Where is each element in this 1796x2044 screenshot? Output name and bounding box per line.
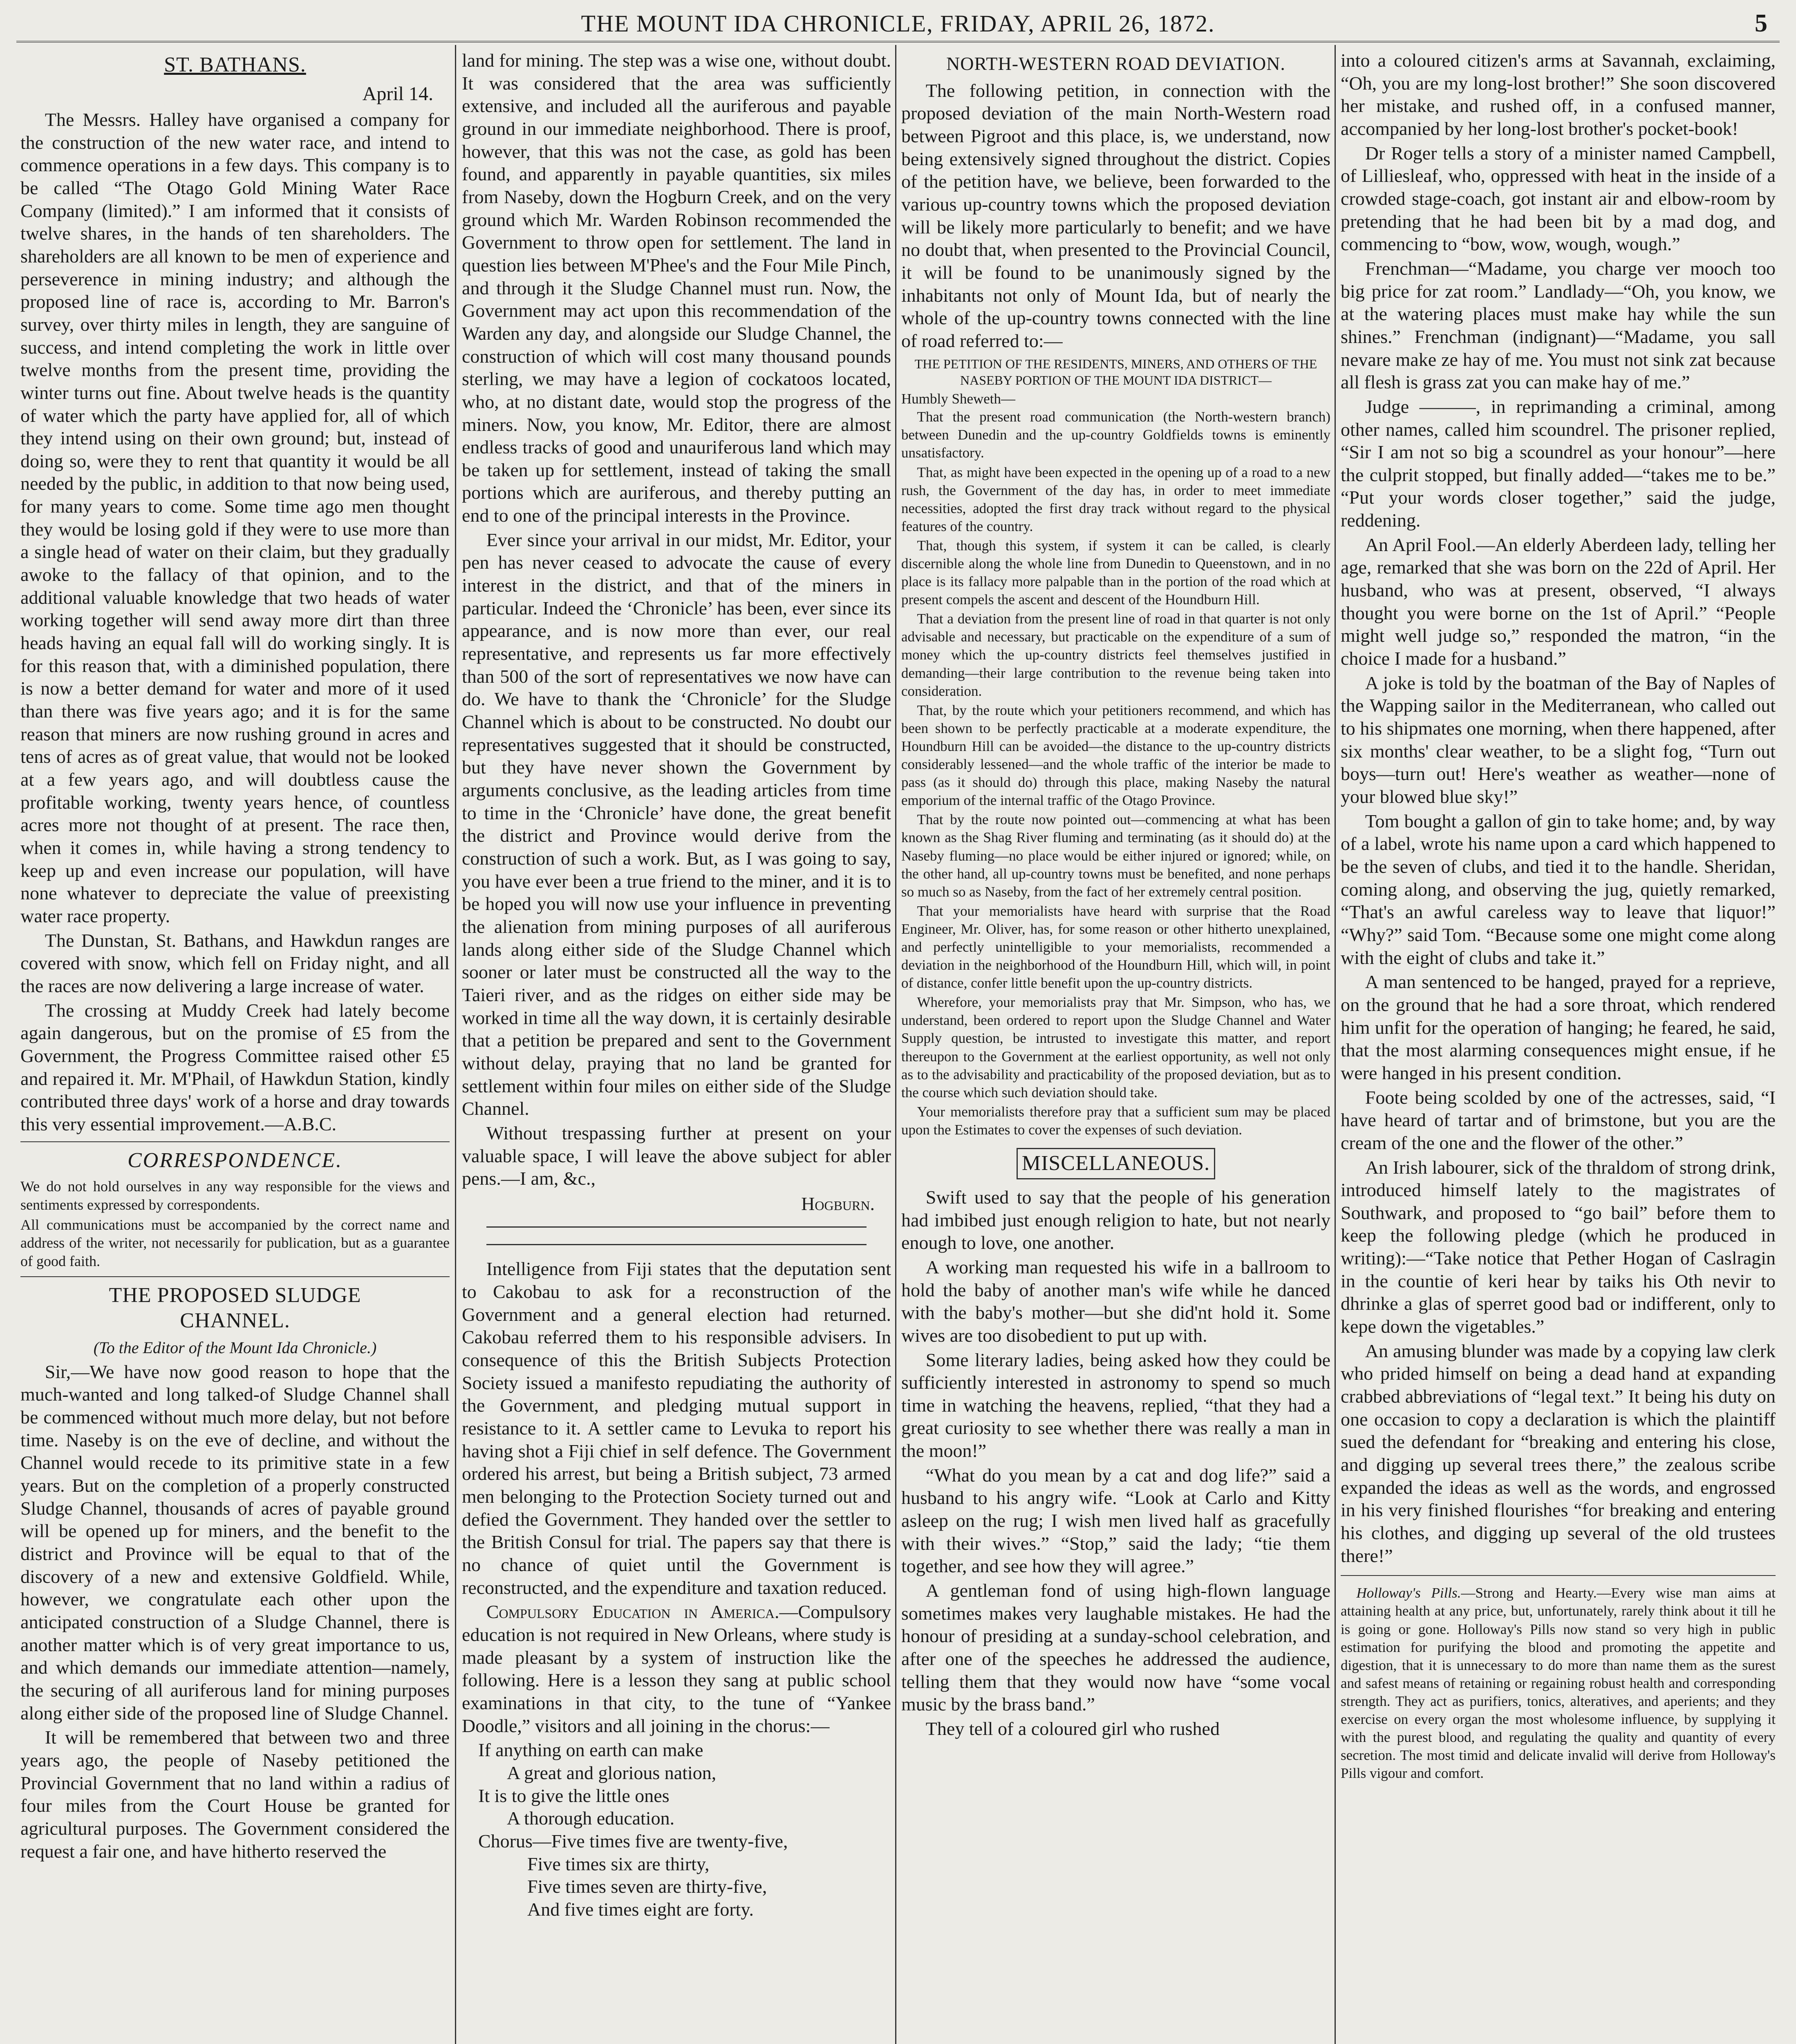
verse-line: If anything on earth can make [478,1739,703,1761]
verse-line: A thorough education. [507,1808,675,1829]
page-number: 5 [1755,9,1767,37]
article-paragraph: Dr Roger tells a story of a minister named Campbell, of Lilliesleaf, who, oppressed with heat in the inside of a crowded stage-coach, got instant air and elbow-room by pretending that he had been bit by a mad dog, and commencing to “bow, wow, wough, wough.” [1341,142,1776,255]
petition-heading: THE PETITION OF THE RESIDENTS, MINERS, AND OTHERS OF THE NASEBY PORTION OF THE MOUNT IDA DISTRICT— [914,356,1317,388]
article-paragraph [462,1600,891,1737]
article-paragraph: Swift used to say that the people of his generation had imbibed just enough religion to hate, but not nearly enough to love, one another. [901,1186,1330,1253]
notice-line: All communications must be accompanied by the correct name and address of the writer, not necessarily for publication, but as a guarantee of good faith. [20,1216,450,1269]
petition-paragraph: That by the route now pointed out—commencing at what has been known as the Shag River fluming and terminating (as it should do) at the Naseby fluming—no place would be either injured or ignored; while, on the other hand, all up-country towns must be benefited, and none perhaps so much so as Naseby, from the fact of her extremely central position. [901,811,1330,900]
column-2 [462,49,891,2044]
divider [1341,1575,1776,1576]
column-rule [1335,45,1336,2044]
verse-line: A great and glorious nation, [507,1762,717,1783]
petition-paragraph: That, by the route which your petitioners recommend, and which has been shown to be perfectly practicable at a moderate expenditure, the Houndburn Hill can be avoided—the distance to the up-country districts considerably lessened—and the whole traffic of the interior be made to pass (as it should do) through this place, making Naseby the natural emporium of the internal traffic of the Otago Province. [901,702,1330,809]
masthead-title: THE MOUNT IDA CHRONICLE, FRIDAY, APRIL 26, 1872. [581,10,1215,37]
article-paragraph: They tell of a coloured girl who rushed [925,1718,1220,1739]
verse-line: It is to give the little ones [478,1785,670,1806]
verse-line: And five times eight are forty. [527,1898,754,1920]
article-paragraph: Without trespassing further at present on your valuable space, I will leave the above subject for abler pens.—I am, &c., [462,1122,891,1189]
petition-opening: Humbly Sheweth— [901,391,1016,407]
article-paragraph: The crossing at Muddy Creek had lately become again dangerous, but on the promise of £5 from the Government, the Progress Committee raised other £5 and repaired it. Mr. M'Phail, of Hawkdun Station, kindly contributed three days' work of a horse and dray towards this very essential improvement.—A.B.C. [20,1000,450,1134]
ad-title: Holloway's Pills. [1356,1585,1461,1601]
divider [20,1141,450,1142]
article-paragraph: Tom bought a gallon of gin to take home; and, by way of a label, wrote his name upon a card which happened to be the seven of clubs, and tied it to the handle. Sheridan, coming along, and observing the jug, quietly remarked, “That's an awful careless way to leave that liquor!” “Why?” said Tom. “Because some one might come along with the eight of clubs and take it.” [1341,810,1776,968]
letter-salutation-note: (To the Editor of the Mount Ida Chronicle.) [93,1338,377,1357]
letter-signature: Hogburn. [801,1193,875,1214]
masthead [16,6,1780,43]
petition-paragraph: That a deviation from the present line of road in that quarter is not only advisable and necessary, but practicable on the expenditure of a sum of money which the up-country districts feel themselves justified in demanding—their large contribution to the revenue being taken into consideration. [901,611,1330,699]
verse-block [462,1739,891,1921]
article-paragraph: Frenchman—“Madame, you charge ver mooch too big price for zat room.” Landlady—“Oh, you know, we at the watering places must make hay while the sun shines.” Frenchman (indignant)—“Madame, you sall nevare make ze hay of me. You must not sink zat because all flesh is grass zat you can make hay of me.” [1341,258,1776,393]
ad-paragraph [1341,1584,1776,1782]
column-rule [895,45,896,2044]
divider [486,1226,867,1245]
column-3 [901,49,1330,2044]
petition-paragraph: That your memorialists have heard with surprise that the Road Engineer, Mr. Oliver, has, for some reason or other hitherto unexplained, and perfectly unintelligible to your memorialists, recommended a deviation in the neighborhood of the Houndburn Hill, which will, in point of distance, confer little benefit upon the up-country districts. [901,903,1330,991]
article-paragraph: The Dunstan, St. Bathans, and Hawkdun ranges are covered with snow, which fell on Friday night, and all the races are now delivering a large increase of water. [20,930,450,996]
petition-paragraph: That, as might have been expected in the opening up of a road to a new rush, the Government of the day has, in order to meet immediate necessities, adopted the first dray track without regard to the physical features of the country. [901,464,1330,534]
article-paragraph: “What do you mean by a cat and dog life?” said a husband to his angry wife. “Look at Carlo and Kitty asleep on the rug; I wish men lived half as gracefully with their wives.” “Stop,” said the lady; “tie them together, and see how they will agree.” [901,1464,1330,1577]
paragraph-text: —Compulsory education is not required in New Orleans, where study is made pleasant by a system of instruction like the following. Here is a lesson they sang at public school examinations in that city, to the tune of “Yankee Doodle,” visitors and all joining in the chorus:— [462,1601,891,1736]
article-paragraph: Foote being scolded by one of the actresses, said, “I have heard of tartar and of brimstone, but you are the cream of the one and the flower of the other.” [1341,1087,1776,1153]
misc-heading-wrap [901,1148,1330,1179]
column-1 [20,49,450,2044]
correspondence-heading: CORRESPONDENCE. [128,1148,343,1172]
petition-paragraph: Your memorialists therefore pray that a sufficient sum may be placed upon the Estimates to cover the expenses of such deviation. [901,1103,1330,1138]
column-rule [455,45,456,2044]
article-paragraph: Intelligence from Fiji states that the deputation sent to Cakobau to ask for a reconstruction of the Government and a general election had returned. Cakobau referred them to his responsible advisers. In consequence of this the British Subjects Protection Society issued a manifesto repudiating the authority of the Government, and pledging mutual support in resistance to it. A settler came to Levuka to report his having shot a Fiji chief in self defence. The Government ordered his arrest, but being a British subject, 73 armed men belonging to the Protection Society turned out and defied the Government. They handed over the settler to the British Consul for trial. The papers say that there is no chance of quiet until the Government is reconstructed, and the expenditure and taxation reduced. [462,1258,891,1598]
article-paragraph: An Irish labourer, sick of the thraldom of strong drink, introduced himself lately to the magistrates of Southwark, and proposed to “go bail” before them to keep the following pledge (which he produced in writing):—“Take notice that Pether Hogan of Caslragin in the countie of keri hear by taiks his Oth nevir to dhrinke a glas of sperret good bad or indifferent, only to kepe down the vigetables.” [1341,1156,1776,1337]
verse-line: Five times six are thirty, [527,1853,710,1874]
article-paragraph: A working man requested his wife in a ballroom to hold the baby of another man's wife while he danced with the baby's mother—but she did'nt hold it. Some wives are too disobedient to put up with. [901,1256,1330,1346]
article-paragraph: Sir,—We have now good reason to hope that the much-wanted and long talked-of Sludge Channel shall be commenced without much more delay, but not before time. Naseby is on the eve of decline, and without the Channel would recede to its primitive state in a few years. But on the completion of a properly constructed Sludge Channel, thousands of acres of payable ground will be opened up for miners, and the benefit to the district and Province will be equal to that of the discovery of a new and extensive Goldfield. While, however, we congratulate each other upon the anticipated construction of a Sludge Channel, there is another matter which is of very great importance to us, and which demands our immediate attention—namely, the securing of all auriferous land for mining purposes along either side of the proposed line of Sludge Channel. [20,1361,450,1724]
petition-paragraph: Wherefore, your memorialists pray that Mr. Simpson, who has, we understand, been ordered to report upon the Sludge Channel and Water Supply question, be intrusted to investigate this matter, and report thereupon to the Government at the earliest opportunity, as well not only as to the advisability and practicability of the proposed deviation, but as to the course which such deviation should take. [901,994,1330,1100]
article-heading-st-bathans: ST. BATHANS. [164,53,306,76]
article-paragraph: A man sentenced to be hanged, prayed for a reprieve, on the ground that he had a sore throat, which rendered him unfit for the operation of hanging; he feared, he said, that the most alarming consequences might ensue, if he were hanged in his present condition. [1341,971,1776,1083]
article-paragraph: The following petition, in connection with the proposed deviation of the main North-Western road between Pigroot and this place, is, we understand, now being extensively signed throughout the district. Copies of the petition have, we believe, been forwarded to the various up-country towns which the proposed deviation will be likely more particularly to benefit; and we have no doubt that, when presented to the Provincial Council, it will be found to be unanimously signed by the inhabitants not only of Mount Ida, but of nearly the whole of the up-country towns connected with the line of road referred to:— [901,80,1330,351]
ad-text: —Strong and Hearty.—Every wise man aims at attaining health at any price, but, unfortunately, rarely think about it till he is going or gone. Holloway's Pills now stand so very high in public estimation for purifying the blood and promoting the appetite and digestion, that it is unnecessary to do more than name them as the surest and safest means of retaining or regaining robust health and corresponding strength. They act as purifiers, tonics, alteratives, and aperients; and they exercise on every organ the most wholesome influence, by supplying it with the purest blood, and regulating the quality and quantity of every secretion. The most timid and delicate invalid will derive from Holloway's Pills vigour and comfort. [1341,1585,1776,1782]
verse-line: Chorus—Five times five are twenty-five, [478,1830,788,1851]
article-paragraph: A joke is told by the boatman of the Bay of Naples of the Wapping sailor in the Mediterranean, who called out to his shipmates one morning, when there happened, after six months' clear weather, to be a slight fog, “Turn out boys—turn out! Here's weather as weather—none of your blowed blue sky!” [1341,672,1776,807]
article-heading-sludge-2: CHANNEL. [180,1309,290,1333]
dateline: April 14. [362,83,433,105]
article-paragraph: An amusing blunder was made by a copying law clerk who prided himself on being a dead hand at expanding crabbed abbreviations of “legal text.” It being his duty on one occasion to copy a declaration is which the plaintiff sued the defendant for “breaking and entering his close, and digging up several trees there,” the zealous scribe expanded the ideas as well as the words, and engrossed in his very finished flourishes “for breaking and entering his clothes, and digging up several of the old trustees there!” [1341,1340,1776,1566]
article-paragraph: Ever since your arrival in our midst, Mr. Editor, your pen has never ceased to advocate the cause of every interest in the district, and that of the miners in particular. Indeed the ‘Chronicle’ has been, ever since its appearance, and is now more than ever, our real representative, and represents us far more effectively than 500 of the sort of representatives we now have can do. We have to thank the ‘Chronicle’ for the Sludge Channel which is about to be constructed. No doubt our representatives suggested that it should be constructed, but they have never shown the Government by arguments conclusive, as the leading articles from time to time in the ‘Chronicle’ have done, the great benefit the district and Province would derive from the construction of such a work. But, as I was going to say, you have ever been a true friend to the miner, and it is to be hoped you will now use your influence in preventing the alienation from mining purposes of all auriferous lands along either side of the Sludge Channel which sooner or later must be constructed all the way to the Taieri river, and as the ridges on either side may be worked in time all the way down, it is certainly desirable that a petition be prepared and sent to the Government without delay, praying that no land be granted for settlement within four miles on either side of the Sludge Channel. [462,529,891,1119]
misc-heading: MISCELLANEOUS. [1017,1148,1215,1179]
article-paragraph: land for mining. The step was a wise one, without doubt. It was considered that the area was sufficiently extensive, and included all the auriferous and payable ground in our immediate neighborhood. There is proof, however, that this was not the case, as gold has been found, and apparently in payable quantities, six miles from Naseby, down the Hogburn Creek, and on the very ground which Mr. Warden Robinson recommended the Government to throw open for settlement. The land in question lies between M'Phee's and the Four Mile Pinch, and through it the Sludge Channel must run. Now, the Government may act upon this recommendation of the Warden any day, and alongside our Sludge Channel, the construction of which will cost many thousand pounds sterling, we may have a legion of cockatoos located, who, at no distant date, would stop the progress of the miners. Now, you know, Mr. Editor, there are almost endless tracks of good and unauriferous land which may be taken up for settlement, instead of taking the small portions which are auriferous, and thereby putting an end to one of the principal interests in the Province. [462,50,891,526]
article-heading-sludge: THE PROPOSED SLUDGE [109,1283,361,1307]
petition-paragraph: That, though this system, if system it can be called, is clearly discernible along the whole line from Dunedin to Queenstown, and in no place is its fallacy more palpable than in the portion of the road which at present compels the ascent and descent of the Houndburn Hill. [901,537,1330,608]
divider [20,1276,450,1277]
correspondence-notice [20,1177,450,1270]
article-paragraph: into a coloured citizen's arms at Savannah, exclaiming, “Oh, you are my long-lost brother!” She soon discovered her mistake, and rushed off, in a confused manner, accompanied by her long-lost brother's pocket-book! [1341,50,1776,139]
article-paragraph: A gentleman fond of using high-flown language sometimes makes very laughable mistakes. He had the honour of presiding at a sunday-school celebration, and after one of the speeches he addressed the audience, telling them that they would now have “some vocal music by the brass band.” [901,1580,1330,1715]
notice-line: We do not hold ourselves in any way responsible for the views and sentiments expressed by correspondents. [20,1178,450,1213]
petition-paragraph: That the present road communication (the North-western branch) between Dunedin and the up-country Goldfields towns is eminently unsatisfactory. [901,409,1330,461]
article-paragraph: An April Fool.—An elderly Aberdeen lady, telling her age, remarked that she was born on the 22d of April. Her husband, who was at present, observed, “I always thought you were borne on the 1st of April.” “People might well judge so,” responded the matron, “in the choice I made for a husband.” [1341,534,1776,669]
advertisement [1341,1584,1776,1782]
verse-line: Five times seven are thirty-five, [527,1876,767,1897]
article-paragraph: Judge ———, in reprimanding a criminal, among other names, called him scoundrel. The prisoner replied, “Sir I am not so big a scoundrel as your honour”—here the culprit stopped, but finally added—“takes me to be.” “Put your words closer together,” said the judge, reddening. [1341,396,1776,531]
article-paragraph: It will be remembered that between two and three years ago, the people of Naseby petitioned the Provincial Government that no land within a radius of four miles from the Court House be granted for agricultural purposes. The Government considered the request a fair one, and have hitherto reserved the [20,1727,450,1862]
article-paragraph: Some literary ladies, being asked how they could be sufficiently interested in astronomy to spend so much time in watching the heavens, replied, “that they had a great curiosity to see whether there was really a man in the moon!” [901,1349,1330,1461]
column-4 [1341,49,1776,2044]
article-heading-north-western: NORTH-WESTERN ROAD DEVIATION. [946,53,1285,74]
petition-block [901,356,1330,1139]
article-paragraph: The Messrs. Halley have organised a company for the construction of the new water race, and intend to commence operations in a few days. This company is to be called “The Otago Gold Mining Water Race Company (limited).” I am informed that it consists of twelve shares, in the hands of ten shareholders. The shareholders are all known to be men of experience and perseverence in mining industry; and although the proposed line of race is, according to Mr. Barron's survey, over thirty miles in length, they are sanguine of success, and intend completing the work in little over twelve months from the present time, providing the winter turns out fine. About twelve heads is the quantity of water which the party have applied for, all of which they intend using on their own ground; but, instead of doing so, were they to rent that quantity it would be all needed by the public, in addition to that now being used, for many years to come. Some time ago men thought they would be losing gold if they were to use more than a single head of water on their claim, but they gradually awoke to the fallacy of that opinion, and to the additional valuable knowledge that two heads of water working together will send away more dirt than three heads having an equal fall will do working singly. It is for this reason that, with a diminished population, there is now a better demand for water and more of it used than there was five years ago; and it is for the same reason that miners are now rushing ground in acres and tens of acres as of great value, that would not be looked at a few years ago, and will doubtless cause the profitable working, twenty years hence, of countless acres more not thought of at present. The race then, when it comes in, while having a strong tendency to keep up and even increase our population, will have none whatever to depreciate the value of preexisting water race property. [20,109,450,926]
paragraph-title: Compulsory Education in America. [486,1601,779,1623]
